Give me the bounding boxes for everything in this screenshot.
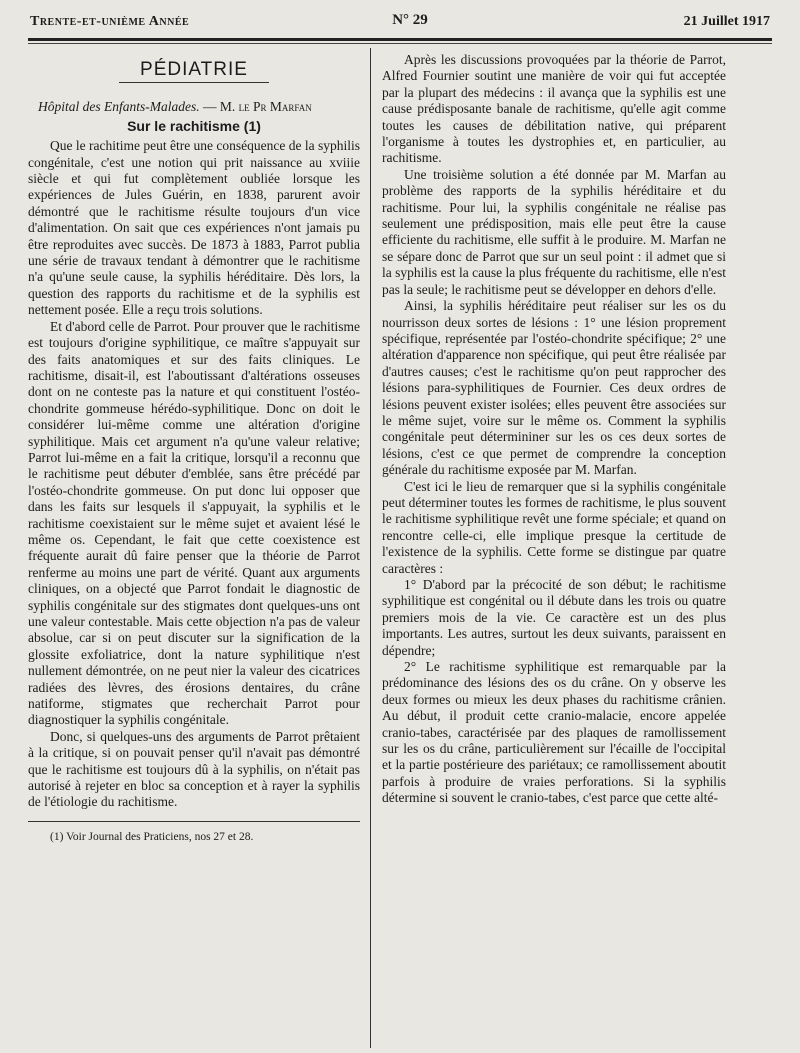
footnote: (1) Voir Journal des Praticiens, nos 27 et 28.	[50, 830, 254, 843]
paragraph: Que le rachitime peut être une conséquence de la syphilis congénitale, c'est une notion qui prit naissance au xviiie siècle et qui fut complètement oubliée lorsque les expériences de Jules Guérin, en 1838, parurent avoir démontré que le rachitisme résulte toujours d'un vice d'alimentation. On sait que ces expériences n'ont jamais pu être reproduites avec succès. De 1873 à 1883, Parrot publia une série de travaux tendant à démontrer que le rachitisme n'a qu'une seule cause, la syphilis héréditaire. Dès lors, la question des rapports du rachitisme et de la syphilis est nettement posée. Elle a reçu trois solutions.	[28, 138, 361, 318]
header-rule-thin	[28, 43, 772, 44]
paragraph: Ainsi, la syphilis héréditaire peut réaliser sur les os du nourrisson deux sortes de lésions : 1° une lésion proprement spécifique, représentée par l'ostéo-chondrite spécifique; 2° une altération d'apparence non spécifique, qui peut être réalisée par d'autres causes; c'est le rachitisme qu'on peut rapprocher des lésions para-syphilitiques de Fournier. Ces deux ordres de lésions peuvent exister isolées; elles peuvent être associées sur le même sujet, voire sur le même os. Comment la syphilis congénitale peut détermininer sur les os ces deux sortes de lésions, c'est ce que permet de comprendre la conception générale du rachitisme exposée par M. Marfan.	[382, 298, 726, 478]
right-column	[382, 52, 726, 807]
paragraph: Une troisième solution a été donnée par M. Marfan au problème des rapports de la syphilis héréditaire et du rachitisme. Pour lui, la syphilis congénitale ne réalise pas seulement une prédisposition, mais elle peut être la cause efficiente du rachitisme, elle suffit à le produire. M. Marfan ne se sépare donc de Parrot que sur un seul point : il admet que si la syphilis est la cause la plus fréquente du rachitisme, elle n'est pas la seule; le rachitisme peut se développer en dehors d'elle.	[382, 166, 726, 297]
article-byline	[38, 99, 360, 115]
paragraph: 2° Le rachitisme syphilitique est remarquable par la prédominance des lésions des os du crâne. On y observe les deux formes ou mieux les deux phases du rachitisme crânien. Au début, il produit cette cranio-malacie, encore appelée cranio-tabes, caractérisée par des plaques de ramollissement sur les os du crâne, particulièrement sur l'écaille de l'occipital et la partie postérieure des pariétaux; ce ramollissement aboutit parfois à produire de vraies perforations. Si la syphilis détermine si souvent le cranio-tabes, c'est parce que cette alté-	[382, 659, 726, 806]
page-header	[30, 12, 770, 36]
article-headline: Sur le rachitisme (1)	[127, 117, 261, 134]
header-year: Trente-et-unième Année	[30, 14, 190, 29]
footnote-rule	[28, 821, 360, 822]
paragraph: C'est ici le lieu de remarquer que si la syphilis congénitale peut déterminer toutes les formes de rachitisme, le plus souvent le rachitisme syphilitique revêt une forme spéciale; et quand on rencontre celle-ci, elle implique presque la certitude de l'existence de la syphilis. Cette forme se distingue par quatre caractères :	[382, 478, 726, 576]
header-issue-number: N° 29	[392, 12, 428, 28]
header-date: 21 Juillet 1917	[683, 14, 770, 29]
column-divider	[370, 48, 371, 1048]
section-title: PÉDIATRIE	[140, 59, 248, 80]
byline-author: — M. le Pr Marfan	[203, 99, 312, 115]
byline-place: Hôpital des Enfants-Malades.	[38, 99, 200, 115]
paragraph: Après les discussions provoquées par la théorie de Parrot, Alfred Fournier soutint une manière de voir qui fut acceptée par la plupart des médecins : il avança que la syphilis est une cause prédisposante banale de rachitisme, qu'elle agit comme toutes les causes de débilitation native, qui préparent l'organisme à toutes les dystrophies et, en particulier, au rachitisme.	[382, 52, 726, 166]
paragraph: Donc, si quelques-uns des arguments de Parrot prêtaient à la critique, si on pouvait penser qu'il n'avait pas démontré que le rachitisme est toujours dû à la syphilis, on n'était pas autorisé à rejeter en bloc sa conception et à rayer la syphilis de l'étiologie du rachitisme.	[28, 728, 360, 810]
paragraph: 1° D'abord par la précocité de son début; le rachitisme syphilitique est congénital ou il débute dans les trois ou quatre premiers mois de la vie. Ce caractère est un des plus importants. Les autres, surtout les deux suivants, paraissent en dépendre;	[382, 577, 726, 658]
left-column	[28, 52, 360, 844]
title-underline	[119, 82, 269, 83]
paragraph: Et d'abord celle de Parrot. Pour prouver que le rachitisme est toujours d'origine syphilitique, ce maître s'appuyait sur des faits anatomiques et sur des faits cliniques. Le rachitisme, disait-il, est l'aboutissant d'altérations osseuses dont on ne conteste pas la nature et qui constituent l'ostéo-chondrite gommeuse hérédo-syphilitique. Donc on doit le considérer lui-même comme une altération d'origine syphilitique. Mais cet argument n'a qu'une valeur relative; Parrot lui-même en a fait la critique, lorsqu'il a reconnu que le rachitisme peut débuter d'emblée, sans être précédé par l'ostéo-chondrite gommeuse. On put donc lui opposer que dans les faits sur lesquels il s'appuyait, la syphilis et le rachitisme coexistaient sur le même sujet et avaient lésé le même os. Cependant, le fait que cette coexistence est fréquente aurait dû faire penser que la théorie de Parrot renferme au moins une part de vérité. Quant aux arguments cliniques, on a objecté que Parrot fondait le diagnostic de syphilis congénitale sur des stigmates dont quelques-uns ont une valeur contestable. Mais cette objection n'a pas de valeur absolue, car si on peut discuter sur la signification de la glossite exfoliatrice, dont la nature syphilitique n'est nullement démontrée, on ne peut nier la valeur des cicatrices radiées des lèvres, des érosions dentaires, du crâne natiforme, stigmates que recherchait Parrot pour diagnostiquer la syphilis congénitale.	[28, 318, 360, 728]
header-rule	[28, 38, 772, 41]
